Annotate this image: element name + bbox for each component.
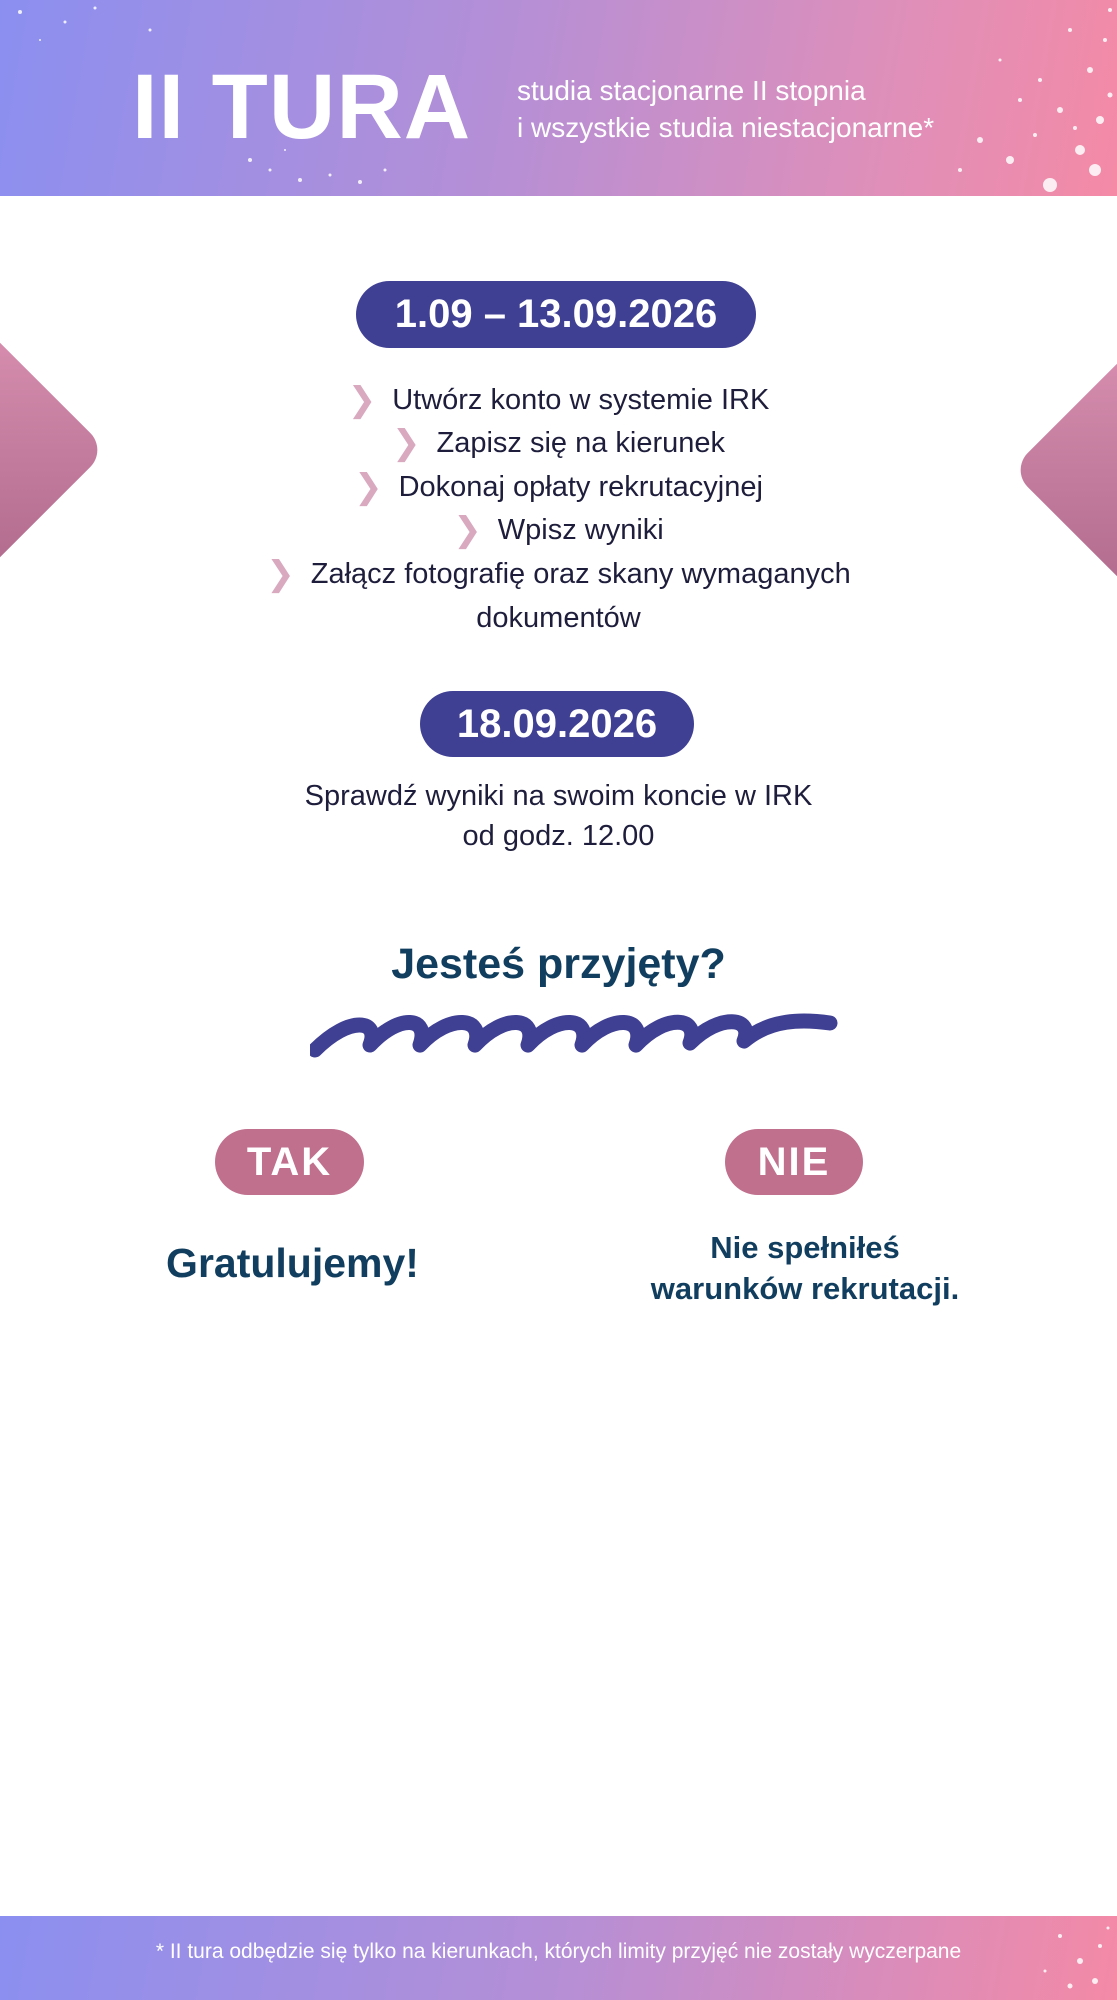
yes-badge: TAK <box>215 1129 364 1195</box>
list-item <box>0 423 1117 463</box>
footer-note: * II tura odbędzie się tylko na kierunkach, których limity przyjęć nie zostały wyczerpane <box>155 1940 962 1963</box>
list-item <box>0 554 1117 594</box>
page-subtitle <box>517 72 934 146</box>
results-info <box>0 776 1117 856</box>
list-item <box>0 510 1117 550</box>
list-item <box>0 380 1117 420</box>
question-heading: Jesteś przyjęty? <box>391 940 726 988</box>
step-label: Dokonaj opłaty rekrutacyjnej <box>398 471 763 503</box>
chevron-right-icon: ❯ <box>347 381 377 419</box>
results-line-2: od godz. 12.00 <box>462 820 655 852</box>
yes-message: Gratulujemy! <box>166 1240 419 1286</box>
no-message-line-1: Nie spełniłeś <box>710 1230 900 1265</box>
page-title: II TURA <box>132 56 472 158</box>
chevron-right-icon: ❯ <box>266 555 295 593</box>
step-label: Zapisz się na kierunek <box>436 427 726 459</box>
subtitle-line-1: studia stacjonarne II stopnia <box>517 75 866 106</box>
list-item-continuation <box>0 598 1117 638</box>
header-banner <box>0 0 1117 196</box>
chevron-right-icon: ❯ <box>354 468 383 506</box>
registration-dates-badge: 1.09 – 13.09.2026 <box>356 281 756 348</box>
chevron-right-icon: ❯ <box>453 511 482 549</box>
footer-banner <box>0 1916 1117 2000</box>
no-badge: NIE <box>725 1129 863 1195</box>
results-date-badge: 18.09.2026 <box>420 691 694 757</box>
results-line-1: Sprawdź wyniki na swoim koncie w IRK <box>304 780 813 812</box>
step-label: Załącz fotografię oraz skany wymaganych <box>310 558 851 590</box>
step-label: Wpisz wyniki <box>497 514 664 546</box>
no-message <box>590 1227 1020 1309</box>
subtitle-line-2: i wszystkie studia niestacjonarne* <box>517 112 935 143</box>
list-item <box>0 467 1117 507</box>
no-message-line-2: warunków rekrutacji. <box>650 1271 960 1306</box>
squiggle-underline-decoration <box>310 1005 840 1065</box>
step-label: Utwórz konto w systemie IRK <box>392 384 770 416</box>
step-label: dokumentów <box>476 602 641 634</box>
chevron-right-icon: ❯ <box>391 424 421 462</box>
